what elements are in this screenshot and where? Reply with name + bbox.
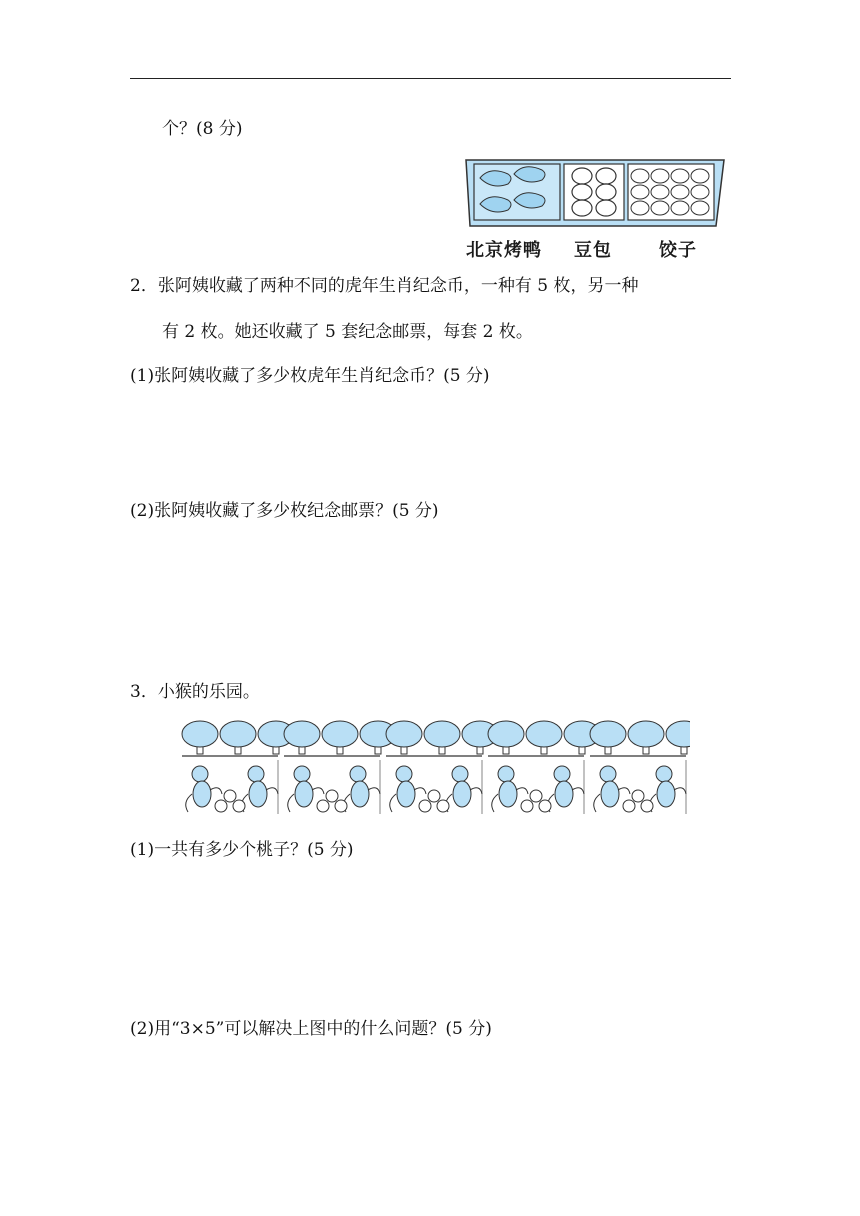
- question-2-sub-2: (2)张阿姨收藏了多少枚纪念邮票？(5 分): [130, 501, 439, 521]
- peach-icon: [530, 790, 542, 802]
- park-group: [386, 721, 498, 814]
- tree-icon: [666, 721, 690, 754]
- question-3-sub-2: (2)用“3×5”可以解决上图中的什么问题？(5 分): [130, 1019, 492, 1039]
- monkey-icon: [446, 766, 482, 812]
- monkey-park-illustration: [180, 716, 690, 816]
- peach-icon: [233, 800, 245, 812]
- monkey-icon: [344, 766, 380, 812]
- tree-icon: [220, 721, 256, 754]
- question-2-stem-line-2: 有 2 枚。她还收藏了 5 套纪念邮票，每套 2 枚。: [162, 322, 533, 342]
- peach-icon: [521, 800, 533, 812]
- food-tray-illustration: [458, 152, 730, 234]
- header-rule: [130, 78, 731, 79]
- tree-icon: [488, 721, 524, 754]
- question-3-sub-1: (1)一共有多少个桃子？(5 分): [130, 840, 354, 860]
- peach-icon: [428, 790, 440, 802]
- label-steamed-bun: 豆包: [574, 240, 612, 261]
- park-group: [590, 721, 690, 814]
- peach-icon: [215, 800, 227, 812]
- park-group: [182, 721, 294, 814]
- peach-icon: [317, 800, 329, 812]
- tree-icon: [590, 721, 626, 754]
- peach-icon: [632, 790, 644, 802]
- park-group: [284, 721, 396, 814]
- question-3-stem: 3．小猴的乐园。: [130, 682, 260, 702]
- tree-icon: [526, 721, 562, 754]
- peach-icon: [335, 800, 347, 812]
- tree-icon: [284, 721, 320, 754]
- park-group: [488, 721, 600, 814]
- tree-icon: [182, 721, 218, 754]
- peach-icon: [419, 800, 431, 812]
- tree-icon: [322, 721, 358, 754]
- monkey-icon: [242, 766, 278, 812]
- tree-icon: [424, 721, 460, 754]
- peach-icon: [641, 800, 653, 812]
- monkey-icon: [548, 766, 584, 812]
- tree-icon: [386, 721, 422, 754]
- label-dumpling: 饺子: [659, 240, 697, 261]
- peach-icon: [224, 790, 236, 802]
- tree-icon: [628, 721, 664, 754]
- monkey-icon: [650, 766, 686, 812]
- peach-icon: [437, 800, 449, 812]
- peach-icon: [539, 800, 551, 812]
- question-2-stem-line-1: 2．张阿姨收藏了两种不同的虎年生肖纪念币，一种有 5 枚，另一种: [130, 276, 639, 296]
- peach-icon: [326, 790, 338, 802]
- peach-icon: [623, 800, 635, 812]
- question-1-tail: 个？(8 分): [162, 119, 243, 139]
- question-2-sub-1: (1)张阿姨收藏了多少枚虎年生肖纪念币？(5 分): [130, 366, 490, 386]
- label-roast-duck: 北京烤鸭: [466, 240, 542, 261]
